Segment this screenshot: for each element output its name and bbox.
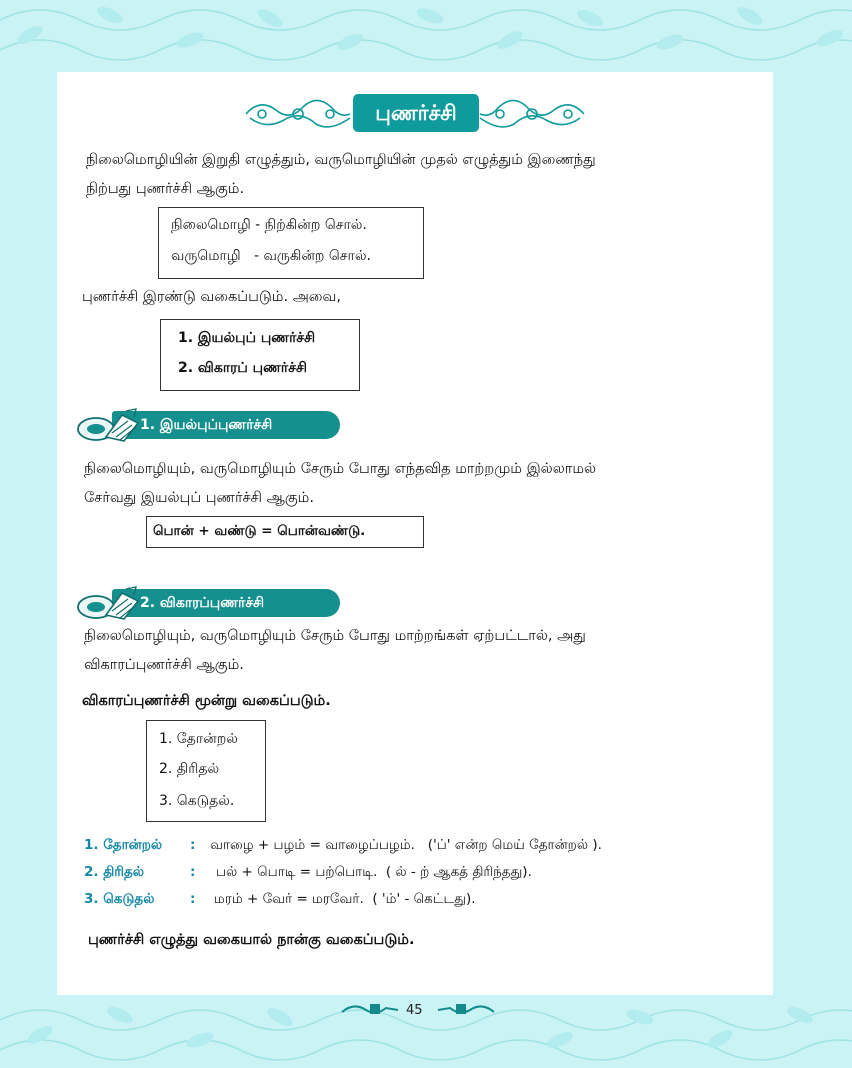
example-label: 3. கெடுதல் (84, 891, 155, 907)
example-colon: : (190, 891, 196, 907)
example-box (146, 516, 424, 548)
section1-paragraph (84, 455, 724, 513)
section1-line: சேர்வது இயல்புப் புணர்ச்சி ஆகும். (84, 490, 314, 506)
footer-ornament-icon (436, 1002, 496, 1018)
definition-line: வருமொழி - வருகின்ற சொல். (171, 248, 371, 264)
types-box (160, 319, 360, 391)
page-number: 45 (406, 1003, 423, 1018)
example-text: பொன் + வண்டு = பொன்வண்டு. (153, 523, 366, 539)
example-row (84, 834, 602, 856)
page-title: புணர்ச்சி (353, 94, 479, 132)
section2-line: நிலைமொழியும், வருமொழியும் சேரும் போது மாற்றங்கள் ஏற்பட்டால், அது (84, 628, 586, 644)
example-text: வாழை + பழம் = வாழைப்பழம். ('ப்' என்ற மெய் தோன்றல் ). (210, 837, 602, 853)
section-heading-label: 2. விகாரப்புணர்ச்சி (112, 589, 340, 617)
footer-ornament-icon (340, 1002, 400, 1018)
top-decorative-band (0, 0, 852, 72)
tabla-drum-icon (76, 585, 146, 621)
section2-paragraph (84, 622, 724, 680)
example-label: 1. தோன்றல் (84, 837, 163, 853)
example-colon: : (190, 864, 196, 880)
intro-line: நிலைமொழியின் இறுதி எழுத்தும், வருமொழியின் முதல் எழுத்தும் இணைந்து (86, 152, 596, 168)
example-colon: : (190, 837, 196, 853)
type-item: 2. விகாரப் புணர்ச்சி (178, 360, 307, 376)
kinds-box (146, 720, 266, 822)
definition-line: நிலைமொழி - நிற்கின்ற சொல். (171, 217, 367, 233)
intro-line: நிற்பது புணர்ச்சி ஆகும். (86, 181, 245, 197)
section-heading-2 (76, 585, 341, 619)
tabla-drum-icon (76, 407, 146, 443)
types-intro: புணர்ச்சி இரண்டு வகைப்படும். அவை, (82, 289, 342, 305)
section-heading-label: 1. இயல்புப்புணர்ச்சி (112, 411, 340, 439)
kind-item: 1. தோன்றல் (159, 731, 238, 747)
example-row (84, 888, 476, 910)
closing-line: புணர்ச்சி எழுத்து வகையால் நான்கு வகைப்படும். (88, 932, 415, 948)
bottom-decorative-band (0, 995, 852, 1068)
definition-box (158, 207, 424, 279)
example-text: பல் + பொடி = பற்பொடி. ( ல் - ற் ஆகத் திரிந்தது). (216, 864, 532, 880)
kind-item: 2. திரிதல் (159, 761, 220, 777)
leaf-pattern-icon (0, 995, 852, 1068)
section2-line: விகாரப்புணர்ச்சி ஆகும். (84, 657, 244, 673)
example-row (84, 861, 532, 883)
kind-item: 3. கெடுதல். (159, 793, 235, 809)
type-item: 1. இயல்புப் புணர்ச்சி (178, 330, 316, 346)
section-heading-1 (76, 407, 341, 441)
leaf-pattern-icon (0, 0, 852, 72)
kinds-intro: விகாரப்புணர்ச்சி மூன்று வகைப்படும். (82, 693, 331, 709)
intro-paragraph (86, 146, 726, 204)
section1-line: நிலைமொழியும், வருமொழியும் சேரும் போது எந்தவித மாற்றமும் இல்லாமல் (84, 461, 597, 477)
example-label: 2. திரிதல் (84, 864, 144, 880)
page-title-banner (240, 92, 590, 136)
example-text: மரம் + வேர் = மரவேர். ( 'ம்' - கெட்டது). (214, 891, 476, 907)
